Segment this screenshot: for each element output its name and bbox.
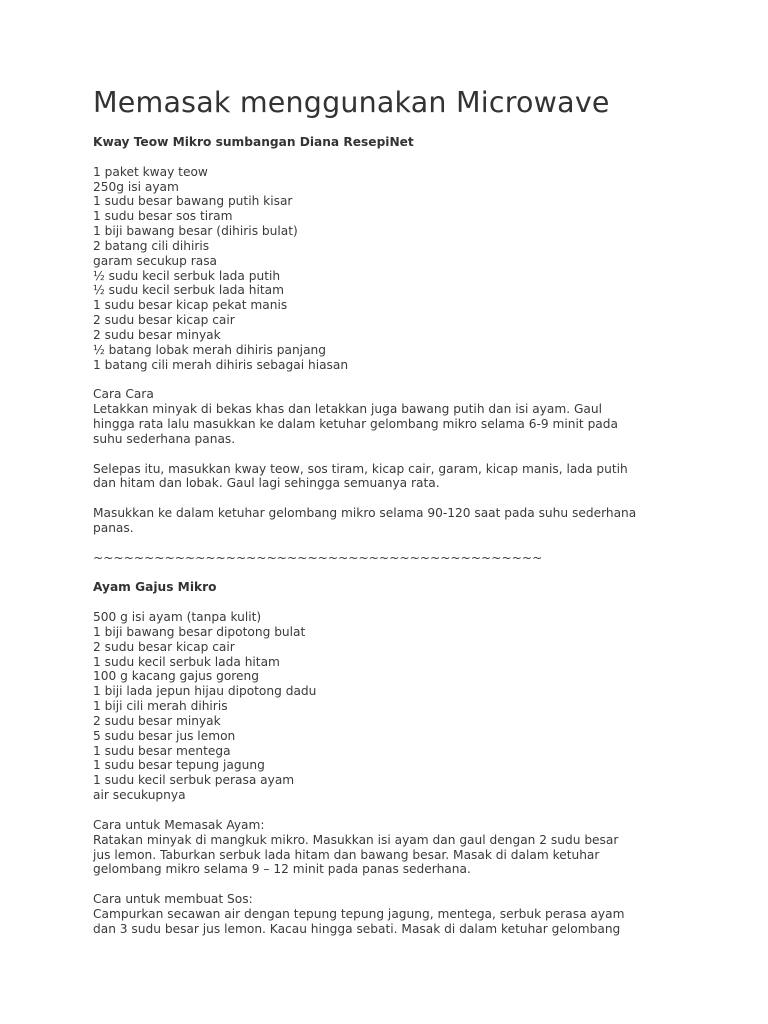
ingredient-line: 1 paket kway teow [93, 164, 208, 179]
sauce-method-heading: Cara untuk membuat Sos: [93, 892, 253, 907]
ingredient-line: 1 sudu kecil serbuk perasa ayam [93, 773, 295, 788]
paragraph-line: Letakkan minyak di bekas khas dan letakkan juga bawang putih dan isi ayam. Gaul [93, 402, 603, 417]
paragraph-line: suhu sederhana panas. [93, 431, 236, 446]
ingredient-line: garam secukup rasa [93, 253, 218, 268]
ingredient-line: 1 sudu besar mentega [93, 743, 231, 758]
blank-line [93, 565, 693, 580]
ingredient-line: 2 batang cili dihiris [93, 238, 210, 253]
paragraph-line: Masukkan ke dalam ketuhar gelombang mikro selama 90-120 saat pada suhu sederhana [93, 506, 637, 521]
recipe2-ingredients [93, 610, 693, 803]
blank-line [93, 150, 693, 165]
paragraph-line: hingga rata lalu masukkan ke dalam ketuhar gelombang mikro selama 6-9 minit pada [93, 417, 618, 432]
blank-line [93, 803, 693, 818]
ingredient-line: 1 sudu besar kicap pekat manis [93, 298, 288, 313]
ingredient-line: 2 sudu besar minyak [93, 713, 221, 728]
ingredient-line: 2 sudu besar kicap cair [93, 313, 235, 328]
paragraph-line: dan 3 sudu besar jus lemon. Kacau hingga sebati. Masak di dalam ketuhar gelombang [93, 921, 621, 936]
ingredient-line: 1 sudu besar bawang putih kisar [93, 194, 293, 209]
ingredient-line: 2 sudu besar minyak [93, 327, 221, 342]
paragraph-line: jus lemon. Taburkan serbuk lada hitam dan bawang besar. Masak di dalam ketuhar [93, 847, 600, 862]
recipe2-heading: Ayam Gajus Mikro [93, 580, 217, 595]
recipe1-method-heading: Cara Cara [93, 387, 154, 402]
document-title: Memasak menggunakan Microwave [93, 86, 610, 119]
ingredient-line: 1 biji bawang besar (dihiris bulat) [93, 224, 298, 239]
blank-line [93, 491, 693, 506]
ingredient-line: 1 sudu besar sos tiram [93, 209, 233, 224]
blank-line [93, 536, 693, 551]
blank-line [93, 595, 693, 610]
ingredient-line: 1 biji bawang besar dipotong bulat [93, 624, 306, 639]
ingredient-line: 5 sudu besar jus lemon [93, 728, 236, 743]
ingredient-line: ½ batang lobak merah dihiris panjang [93, 342, 326, 357]
paragraph-line: panas. [93, 520, 134, 535]
blank-line [93, 373, 693, 388]
paragraph-line: gelombang mikro selama 9 – 12 minit pada panas sederhana. [93, 862, 471, 877]
ingredient-line: air secukupnya [93, 788, 186, 803]
document-body [93, 135, 693, 937]
ingredient-line: 1 batang cili merah dihiris sebagai hiasan [93, 357, 349, 372]
ingredient-line: ½ sudu kecil serbuk lada hitam [93, 283, 284, 298]
ingredient-line: 100 g kacang gajus goreng [93, 669, 259, 684]
recipe1-ingredients [93, 165, 693, 373]
ingredient-line: 1 sudu besar tepung jagung [93, 758, 265, 773]
paragraph-line: Selepas itu, masukkan kway teow, sos tiram, kicap cair, garam, kicap manis, lada putih [93, 461, 628, 476]
ingredient-line: 2 sudu besar kicap cair [93, 639, 235, 654]
ingredient-line: ½ sudu kecil serbuk lada putih [93, 268, 281, 283]
ingredient-line: 1 biji cili merah dihiris [93, 699, 228, 714]
ingredient-line: 500 g isi ayam (tanpa kulit) [93, 610, 262, 624]
ingredient-line: 250g isi ayam [93, 179, 179, 194]
ingredient-line: 1 biji lada jepun hijau dipotong dadu [93, 684, 317, 699]
paragraph-line: dan hitam dan lobak. Gaul lagi sehingga semuanya rata. [93, 476, 440, 491]
paragraph-line: Ratakan minyak di mangkuk mikro. Masukkan isi ayam dan gaul dengan 2 sudu besar [93, 832, 619, 847]
blank-line [93, 447, 693, 462]
ingredient-line: 1 sudu kecil serbuk lada hitam [93, 654, 280, 669]
chicken-method-heading: Cara untuk Memasak Ayam: [93, 817, 265, 832]
paragraph-line: Campurkan secawan air dengan tepung tepung jagung, mentega, serbuk perasa ayam [93, 906, 625, 921]
recipe1-heading: Kway Teow Mikro sumbangan Diana ResepiNet [93, 135, 414, 149]
tilde-separator: ~~~~~~~~~~~~~~~~~~~~~~~~~~~~~~~~~~~~~~~~~~~~ [93, 550, 543, 565]
blank-line [93, 877, 693, 892]
